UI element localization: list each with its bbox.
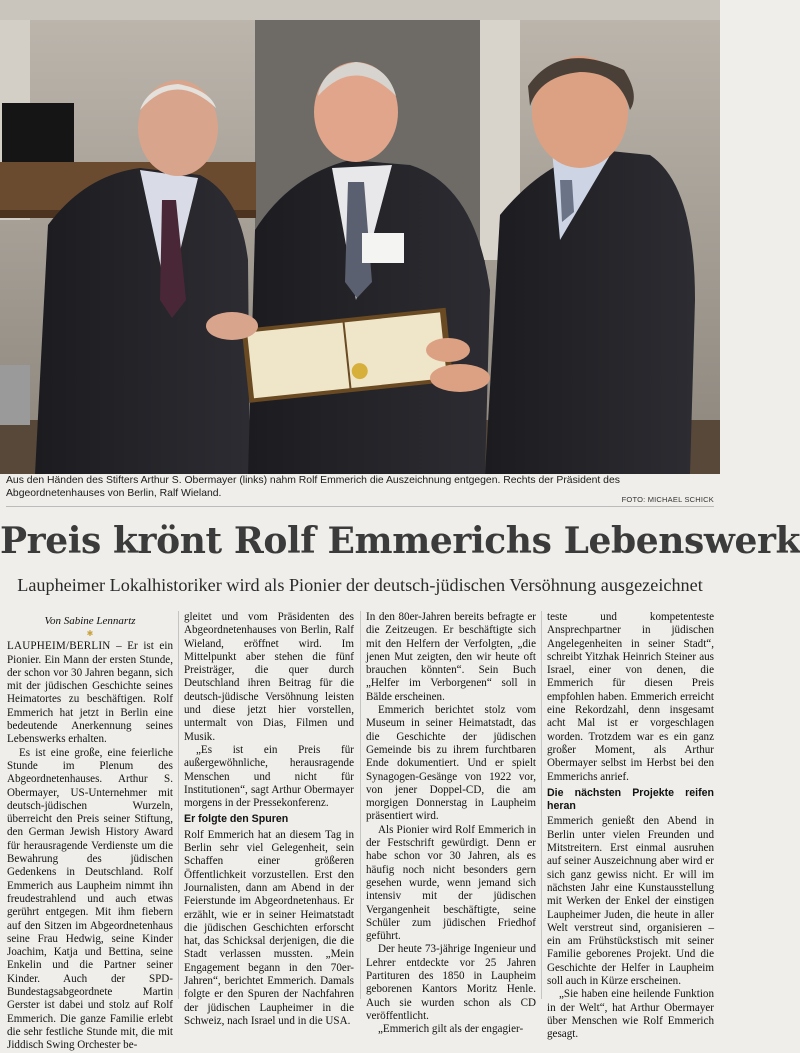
paragraph: Emmerich genießt den Abend in Berlin unter vielen Freunden und Mitstreitern. Erst einmal ausruhen auf seiner Auszeichnung aber wird er sich ganz gewiss nicht. Er will im nächsten Jahr eine Kunstausstellung mit Werken der Enkel der einstigen Laupheimer Juden, die heute in aller Welt verstreut sind, organisieren – ein am Frühstückstisch mit seiner Familie geborenes Projekt. Und die Geschichte der Helfer in Laupheim soll auch in Kürze erscheinen. [547, 815, 714, 988]
section-heading: Er folgte den Spuren [184, 813, 289, 826]
lead-paragraph: LAUPHEIM/BERLIN – Er ist ein Pionier. Ein Mann der ersten Stunde, der schon vor 30 Jahren begann, sich mit der jüdischen Geschichte seines Heimatortes zu beschäftigen. Rolf Emmerich hat jetzt in Berlin eine bedeutende Anerkennung seines Lebenswerks erhalten. [7, 640, 173, 746]
dateline: LAUPHEIM/BERLIN [7, 640, 111, 653]
paragraph: teste und kompetenteste Ansprechpartner in jüdischen Angelegenheiten in seiner Stadt“, schreibt Yitzhak Heinrich Steiner aus Israel, einer von denen, die Emmerich für diesen Preis empfohlen haben. Emmerich erreicht eine Rekordzahl, denn insgesamt acht Mal ist er vorgeschlagen worden. Trotzdem war es ein ganz großer Moment, als Arthur Obermayer selbst im Herbst bei den Emmerichs anrief. [547, 611, 714, 783]
section-heading: Die nächsten Projekte reifen heran [547, 786, 714, 813]
headline: Preis krönt Rolf Emmerichs Lebenswerk [0, 520, 800, 562]
paragraph: „Es ist ein Preis für außergewöhnliche, herausragende Menschen und nicht für Institutionen“, sagt Arthur Obermayer morgens in der Pressekonferenz. [184, 743, 354, 810]
paragraph: Als Pionier wird Rolf Emmerich in der Festschrift gewürdigt. Denn er habe schon vor 30 Jahren, als es häufig noch nicht besonders gern gesehen wurde, wenn jemand sich intensiv mit der jüdischen Vergangenheit beschäftigte, seine Schüler zum jüdischen Friedhof geführt. [366, 823, 536, 943]
group-photo-icon [0, 0, 720, 474]
paragraph: „Emmerich gilt als der engagier- [378, 1023, 524, 1036]
byline: Von Sabine Lennartz [44, 615, 136, 627]
paragraph: „Sie haben eine heilende Funktion in der Welt“, hat Arthur Obermayer über Menschen wie Rolf Emmerich gesagt. [547, 988, 714, 1041]
photo-caption: Aus den Händen des Stifters Arthur S. Obermayer (links) nahm Rolf Emmerich die Auszeichnung entgegen. Rechts der Präsident des Abgeordnetenhauses von Berlin, Ralf Wieland. [6, 475, 620, 499]
article-column-2 [184, 611, 354, 1028]
column-divider [541, 611, 542, 999]
article-column-3 [366, 611, 536, 1037]
paragraph: Der heute 73-jährige Ingenieur und Lehrer entdeckte vor 25 Jahren Partituren des 1850 in Laupheim geborenen Kantors Moritz Henle. Auch sie wurden schon als CD veröffentlicht. [366, 943, 536, 1022]
photo-credit: FOTO: MICHAEL SCHICK [621, 495, 714, 504]
article-photo [0, 0, 720, 474]
ornament-icon: ✱ [86, 629, 94, 639]
column-divider [360, 611, 361, 999]
paragraph: Emmerich berichtet stolz vom Museum in seiner Heimatstadt, das die Geschichte der jüdischen Gemeinde bis zu ihrem furchtbaren Ende dokumentiert. Und er spielt Synagogen-Gesänge von 1922 vor, von jener Doppel-CD, die am morgigen Donnerstag in Laupheim präsentiert wird. [366, 704, 536, 823]
paragraph: In den 80er-Jahren bereits befragte er die Zeitzeugen. Er beschäftigte sich mit den Helfern der Verfolgten, „die jenen Mut zeigten, den wir heute oft brauchen könnten“. Sein Buch „Helfer im Verborgenen“ soll in Bälde erscheinen. [366, 611, 536, 703]
paragraph: gleitet und vom Präsidenten des Abgeordnetenhauses von Berlin, Ralf Wieland, eröffnet wird. Im Mittelpunkt aber stehen die fünf Preisträger, die quer durch Deutschland ihren Beitrag für die deutsch-jüdische Versöhnung leisten und diese jetzt hier vorstellen, untermalt von Dias, Filmen und Musik. [184, 611, 354, 743]
paragraph: Rolf Emmerich hat an diesem Tag in Berlin sehr viel Gelegenheit, sein Schaffen einer größeren Öffentlichkeit vorzustellen. Erst den Journalisten, dann am Abend in der Feierstunde im Abgeordnetenhaus. Er erzählt, wie er in seiner Heimatstadt die jüdischen Geschichten erforscht hat, das Schicksal derjenigen, die die Stadt verlassen mussten. „Mein Engagement begann in den 70er-Jahren“, berichtet Emmerich. Damals folgte er den Spuren der Nachfahren der jüdischen Laupheimer in die Schweiz, nach Israel und in die USA. [184, 828, 354, 1027]
column-divider [178, 611, 179, 999]
paragraph: Es ist eine große, eine feierliche Stunde im Plenum des Abgeordnetenhauses. Arthur S. Obermayer, US-Unternehmer mit deutsch-jüdischen Wurzeln, überreicht den Preis seiner Stiftung, den German Jewish History Award für herausragende Verdienste um die Bewahrung des jüdischen Gedenkens in Deutschland. Rolf Emmerich aus Laupheim nimmt ihn freudestrahlend und auch etwas gerührt entgegen. Mit ihm fiebern auf den Sitzen im Abgeordnetenhaus seine Frau Hedwig, seine Kinder Joachim, Katja und Bettina, seine Enkelin und die Partner seiner Kinder. Auch der SPD-Bundestagsabgeordnete Martin Gerster ist dabei und stolz auf Rolf Emmerich. Die ganze Familie erlebt die sehr festliche Stunde mit, die mit Jiddisch Swing Orchester be- [7, 746, 173, 1052]
subheadline: Laupheimer Lokalhistoriker wird als Pionier der deutsch-jüdischen Versöhnung ausgezeichnet [17, 575, 703, 595]
divider [6, 506, 714, 507]
article-column-1 [7, 611, 173, 1053]
article-column-4 [547, 611, 714, 1042]
